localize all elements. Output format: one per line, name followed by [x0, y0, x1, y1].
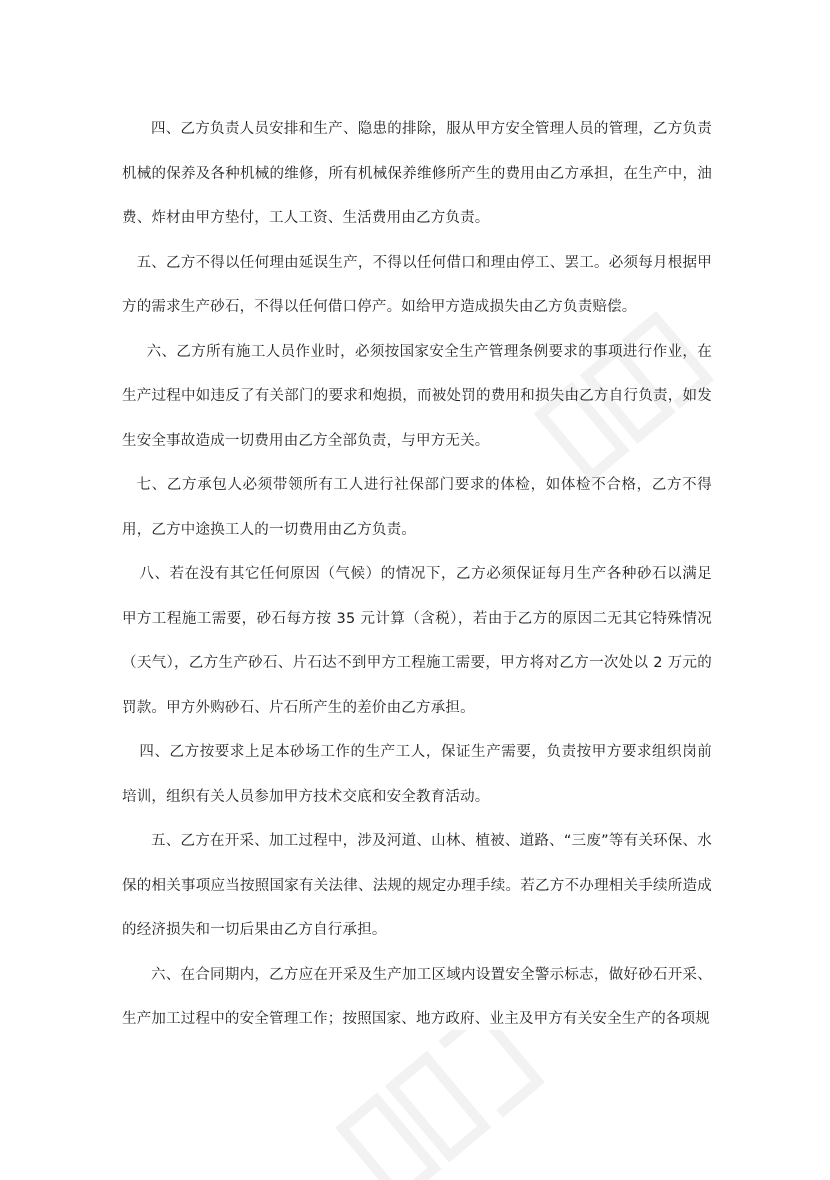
document-body: [122, 107, 712, 1042]
paragraph: 五、乙方不得以任何理由延误生产，不得以任何借口和理由停工、罢工。必须每月根据甲方的需求生产砂石，不得以任何借口停产。如给甲方造成损失由乙方负责赔偿。: [122, 254, 712, 315]
paragraph: 六、乙方所有施工人员作业时，必须按国家安全生产管理条例要求的事项进行作业，在生产过程中如违反了有关部门的要求和炮损，而被处罚的费用和损失由乙方自行负责，如发生安全事故造成一切费用由乙方全部负责，与甲方无关。: [122, 343, 712, 449]
paragraph: 八、若在没有其它任何原因（气候）的情况下，乙方必须保证每月生产各种砂石以满足甲方工程施工需要，砂石每方按 35 元计算（含税），若由于乙方的原因二无其它特殊情况（天气），乙方生产砂石、片石达不到甲方工程施工需要，甲方将对乙方一次处以 2 万元的罚款。甲方外购砂石、片石所产生的差价由乙方承担。: [122, 566, 712, 716]
paragraph: 五、乙方在开采、加工过程中，涉及河道、山林、植被、道路、“三废”等有关环保、水保的相关事项应当按照国家有关法律、法规的规定办理手续。若乙方不办理相关手续所造成的经济损失和一切后果由乙方自行承担。: [122, 833, 712, 938]
paragraph: 四、乙方按要求上足本砂场工作的生产工人，保证生产需要，负责按甲方要求组织岗前培训，组织有关人员参加甲方技术交底和安全教育活动。: [122, 744, 712, 805]
paragraph: 四、乙方负责人员安排和生产、隐患的排除，服从甲方安全管理人员的管理，乙方负责机械的保养及各种机械的维修，所有机械保养维修所产生的费用由乙方承担，在生产中，油费、炸材由甲方垫付，工人工资、生活费用由乙方负责。: [122, 121, 712, 226]
paragraph: 七、乙方承包人必须带领所有工人进行社保部门要求的体检，如体检不合格，乙方不得用，乙方中途换工人的一切费用由乙方负责。: [122, 477, 712, 538]
paragraph: 六、在合同期内，乙方应在开采及生产加工区域内设置安全警示标志，做好砂石开采、生产加工过程中的安全管理工作；按照国家、地方政府、业主及甲方有关安全生产的各项规: [122, 966, 712, 1027]
watermark-graphic: [330, 1030, 550, 1180]
